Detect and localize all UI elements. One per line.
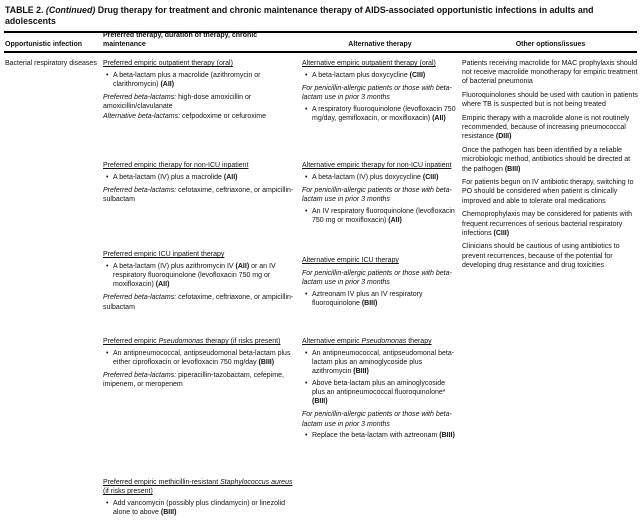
bullet-item [302,105,459,123]
text-run: Alternative empiric [302,338,362,345]
bullet-item [103,349,300,367]
therapy-heading [302,337,459,346]
text-run: Preferred empiric methicillin-resistant [103,479,221,486]
opportunistic-infection-cell: Bacterial respiratory diseases [5,60,97,67]
note-text [103,371,300,389]
text-run: For penicillin-allergic patients or those with beta-lactam use in prior 3 months [302,411,452,428]
option-paragraph [462,114,638,142]
column-header-alternative-therapy: Alternative therapy [348,40,412,48]
text-run: (AII) [160,80,175,88]
text-run: high-dose amoxicillin or amoxicillin/clavulanate [103,94,252,111]
text-run: or an IV respiratory fluoroquinolone (levofloxacin 750 mg or moxifloxacin) [113,262,276,289]
therapy-heading [103,337,300,346]
note-text [103,186,300,204]
therapy-heading [103,250,300,259]
text-run: (CIII) [409,71,426,79]
column-header-opportunistic-infection: Opportunistic infection [5,40,82,48]
text-run: Preferred empiric [103,338,159,345]
bullet-icon: • [106,349,109,357]
bullet-icon: • [305,349,308,357]
bullet-text [312,431,459,440]
preferred-icu-inpatient-block [103,250,300,312]
preferred-mrsa-block [103,478,300,517]
option-paragraph [462,210,638,238]
bullet-text [113,71,300,89]
bullet-icon: • [106,262,109,270]
table-title [5,5,636,27]
text-run: Clinicians should be cautious of using antibiotics to prevent recurrences, because of the potential for developing drug resistance and drug toxicities [462,243,620,269]
text-run: (DIII) [495,133,512,141]
option-paragraph [462,91,638,109]
text-run: (CIII) [493,229,510,237]
text-run: cefotaxime, ceftriaxone, or ampicillin-sulbactam [103,186,294,204]
text-run: Once the pathogen has been identified by a reliable microbiologic method, antibiotics should be directed at the pathogen [462,147,631,173]
text-run: For penicillin-allergic patients or those with beta-lactam use in prior 3 months [302,186,452,204]
text-run: (AII) [155,281,170,289]
text-run: therapy (if risks present) [203,338,281,345]
text-run: Preferred beta-lactams: [103,372,177,380]
bullet-item [302,349,459,377]
bullet-item [103,262,300,290]
note-text [103,112,300,121]
therapy-heading [302,256,459,265]
text-run: Alternative empiric outpatient therapy (oral) [302,60,436,67]
therapy-heading [103,161,300,170]
column-header-other-options: Other options/issues [515,40,586,48]
therapy-heading [302,161,459,170]
text-run: An antipneumococcal, antipseudomonal beta-lactam plus either ciprofloxacin or levofloxacin 750 mg/day [113,349,291,366]
bullet-text [113,262,300,290]
column-header-preferred-therapy: Preferred therapy, duration of therapy, chronic maintenance [103,32,258,48]
text-run: Staphylococcus aureus [220,479,293,486]
alternative-non-icu-inpatient-block [302,161,459,225]
table-header-row [4,31,637,53]
text-run: A beta-lactam (IV) plus a macrolide [113,173,224,181]
therapy-heading [302,59,459,68]
text-run: (AII) [388,217,402,225]
text-run: An IV respiratory fluoroquinolone (levofloxacin 750 mg or moxifloxacin) [312,207,455,225]
text-run: Preferred beta-lactams: [103,294,177,302]
bullet-icon: • [305,432,308,440]
bullet-icon: • [305,71,308,79]
text-run: Preferred empiric ICU inpatient therapy [103,251,225,258]
text-run: TABLE 2. [5,5,46,15]
bullet-text [312,71,459,80]
text-run: Preferred beta-lactams: [103,94,177,102]
text-run: A respiratory fluoroquinolone (levofloxacin 750 mg/day, gemifloxacin, or moxifloxacin) [312,105,456,123]
bullet-item [302,71,459,80]
text-run: Above beta-lactam plus an aminoglycoside plus an antipneumococcal fluoroquinolone* [312,379,446,397]
text-run: (AII) [223,173,238,181]
bullet-text [312,379,459,407]
text-run: For penicillin-allergic patients or those with beta-lactam use in prior 3 months [302,84,452,102]
text-run: (if risks present) [103,488,153,496]
text-run: An antipneumococcal, antipseudomonal beta-lactam plus an aminoglycoside plus azithromycin [312,349,455,376]
text-run: Patients receiving macrolide for MAC prophylaxis should not receive macrolide monotherapy for empiric treatment of bacterial pneumonia [462,60,638,86]
bullet-item [103,499,300,517]
alternative-pseudomonas-block [302,337,459,441]
option-paragraph [462,178,638,206]
therapy-heading [103,59,300,68]
note-text [103,293,300,311]
text-run: cefpodoxime or cefuroxime [180,112,267,120]
text-run: therapy [406,338,432,345]
text-run: piperacillin-tazobactam, cefepime, imipenem, or meropenem [103,372,284,389]
text-run: (BIII) [439,432,455,440]
text-run: (BIII) [160,509,177,517]
text-run: (Continued) [45,5,96,15]
note-text [302,269,459,287]
text-run: (BIII) [504,165,521,173]
bullet-icon: • [305,291,308,299]
therapy-heading [103,478,300,496]
option-paragraph [462,242,638,270]
text-run: Drug therapy for treatment and chronic maintenance therapy of AIDS-associated opportunistic infections in adults and adolescents [5,5,594,26]
bullet-text [113,499,300,517]
text-run: For patients begun on IV antibiotic therapy, switching to PO should be considered when patient is clinically improved and able to tolerate oral medications [462,179,634,205]
bullet-item [103,173,300,182]
note-text [302,84,459,102]
alternative-outpatient-therapy-block [302,59,459,123]
note-text [103,93,300,111]
text-run: A beta-lactam plus a macrolide (azithromycin or clarithromycin) [113,71,261,88]
bullet-item [103,71,300,89]
preferred-non-icu-inpatient-block [103,161,300,204]
bullet-text [113,173,300,182]
text-run: (BIII) [312,398,328,406]
text-run: Aztreonam IV plus an IV respiratory fluoroquinolone [312,291,423,308]
bullet-item [302,173,459,182]
text-run: A beta-lactam plus doxycycline [312,71,410,79]
bullet-icon: • [106,71,109,79]
text-run: Alternative empiric ICU therapy [302,257,399,264]
bullet-item [302,431,459,440]
bullet-icon: • [106,173,109,181]
bullet-icon: • [305,207,308,215]
text-run: Preferred beta-lactams: [103,186,177,194]
preferred-outpatient-therapy-block [103,59,300,121]
note-text [302,186,459,204]
text-run: For penicillin-allergic patients or those with beta-lactam use in prior 3 months [302,270,452,287]
alternative-icu-therapy-block [302,256,459,309]
text-run: (BIII) [258,358,275,366]
text-run: Preferred empiric therapy for non-ICU inpatient [103,162,249,169]
bullet-text [312,207,459,225]
text-run: (BIII) [353,368,369,376]
text-run: Replace the beta-lactam with aztreonam [312,432,440,440]
text-run: (AII) [432,115,446,123]
bullet-item [302,379,459,407]
text-run: Preferred empiric outpatient therapy (oral) [103,60,233,67]
text-run: Pseudomonas [158,338,204,345]
text-run: Chemoprophylaxis may be considered for patients with frequent recurrences of serious bacterial respiratory infections [462,211,633,237]
bullet-text [312,105,459,123]
note-text [302,410,459,428]
bullet-text [312,290,459,308]
bullet-item [302,207,459,225]
text-run: Add vancomycin (possibly plus clindamycin) or linezolid alone to above [113,499,285,517]
text-run: Alternative beta-lactams: [103,112,181,120]
bullet-icon: • [305,379,308,387]
bullet-icon: • [106,499,109,507]
bullet-icon: • [305,173,308,181]
bullet-text [312,173,459,182]
bullet-text [312,349,459,377]
bullet-icon: • [305,105,308,113]
text-run: Empiric therapy with a macrolide alone is not routinely recommended, because of increasing pneumococcal resistance [462,115,630,141]
text-run: (CIII) [422,173,439,181]
text-run: Pseudomonas [361,338,407,345]
preferred-pseudomonas-block [103,337,300,390]
text-run: Alternative empiric therapy for non-ICU inpatient [302,162,452,169]
text-run: A beta-lactam (IV) plus azithromycin IV [113,262,236,270]
other-options-column [462,59,638,270]
text-run: A beta-lactam (IV) plus doxycycline [312,173,423,181]
text-run: cefotaxime, ceftriaxone, or ampicillin-sulbactam [103,294,294,311]
option-paragraph [462,59,638,87]
bullet-text [113,349,300,367]
bullet-item [302,290,459,308]
text-run: (BIII) [361,300,378,308]
text-run: Fluoroquinolones should be used with caution in patients where TB is suspected but is not being treated [462,92,638,109]
text-run: (AII) [235,262,250,270]
option-paragraph [462,146,638,174]
